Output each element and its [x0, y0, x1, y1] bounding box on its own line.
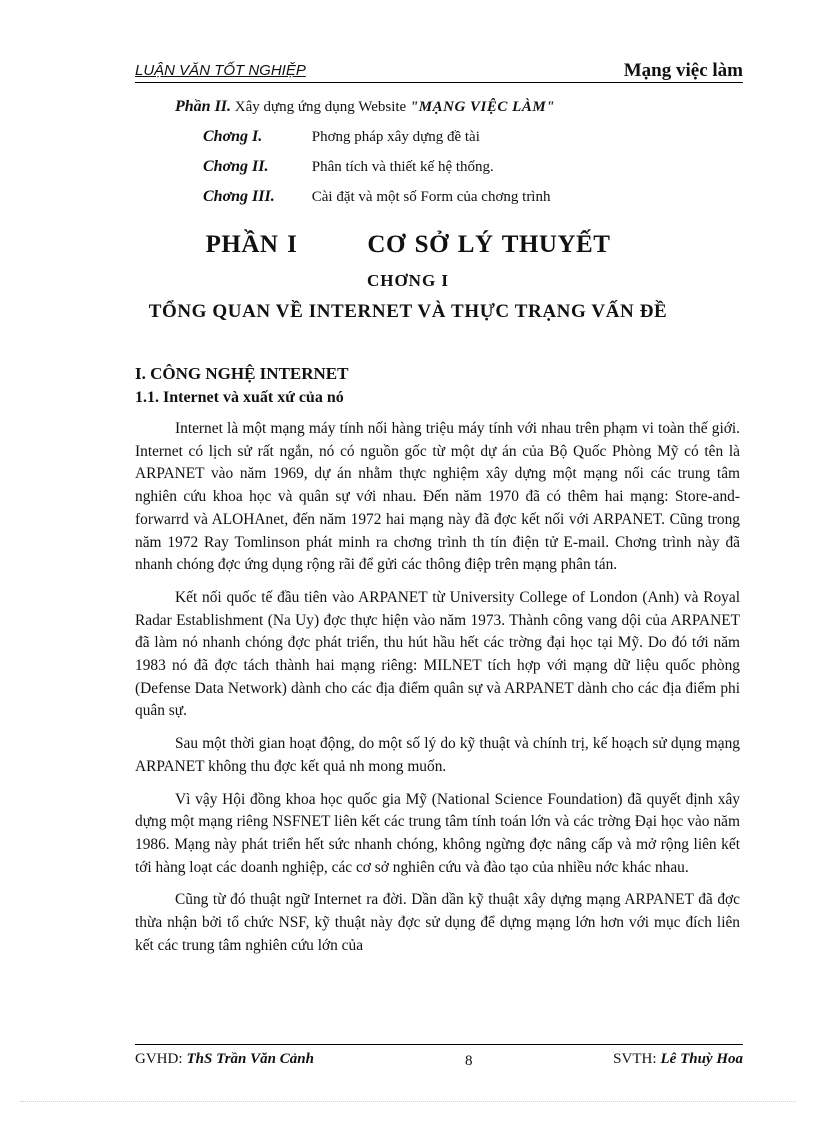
part-number: PHẦN I [205, 231, 298, 258]
paragraph: Cũng từ đó thuật ngữ Internet ra đời. Dần dần kỹ thuật xây dựng mạng ARPANET đã đợc thừa nhận bởi tổ chức NSF, kỹ thuật này đợc sử dụng để dựng mạng lớn hơn với mục đích liên kết các trung tâm nghiên cứu lớn của [135, 891, 740, 954]
part-title [0, 231, 816, 259]
paragraph: Vì vậy Hội đồng khoa học quốc gia Mỹ (National Science Foundation) đã quyết định xây dựng một mạng riêng NSFNET liên kết các trung tâm tính toán lớn và các trờng Đại học vào năm 1986. Mạng này phát triển hết sức nhanh chóng, không ngừng đợc nâng cấp và mở rộng liên kết tới hàng loạt các doanh nghiệp, các cơ sở nghiên cứu và đào tạo của nhiều nớc khác nhau. [135, 790, 740, 876]
footer-student [613, 1051, 743, 1068]
toc-chapter-label: Chơng III. [203, 188, 275, 205]
toc-chapter-text: Phân tích và thiết kế hệ thống. [311, 159, 494, 175]
toc-chapter-line [175, 125, 555, 155]
page-header [135, 60, 743, 83]
toc-chapter-line [175, 185, 555, 215]
toc-chapter-text: Phơng pháp xây dựng đề tài [311, 129, 480, 145]
toc-chapter-label: Chơng II. [203, 158, 269, 175]
toc-part-label: Phần II. [175, 98, 232, 115]
toc-site-name: "MẠNG VIỆC LÀM" [409, 99, 555, 115]
chapter-subtitle: TỔNG QUAN VỀ INTERNET VÀ THỰC TRẠNG VẤN ĐỀ [148, 301, 668, 322]
bottom-dotted-rule [20, 1101, 796, 1102]
section-heading: I. CÔNG NGHỆ INTERNET [135, 364, 349, 383]
page-number: 8 [465, 1053, 473, 1069]
paragraph: Internet là một mạng máy tính nối hàng triệu máy tính với nhau trên phạm vi toàn thế giới. Internet có lịch sử rất ngắn, nó có nguồn gốc từ một dự án của Bộ Quốc Phòng Mỹ có tên là ARPANET vào năm 1969, dự án nhằm thực nghiệm xây dựng một mạng nối các trung tâm nghiên cứu khoa học và quân sự với nhau. Đến năm 1970 đã có thêm hai mạng: Store-and-forwarrd và ALOHAnet, đến năm 1972 hai mạng này đã đợc kết nối với ARPANET. Cũng trong năm 1972 Ray Tomlinson phát minh ra chơng trình th tín điện tử E-mail. Chơng trình này đã nhanh chóng đợc ứng dụng rộng rãi để gửi các thông điệp trên mạng phân tán. [135, 420, 740, 574]
page-footer [135, 1044, 743, 1069]
student-name: Lê Thuỳ Hoa [660, 1051, 743, 1067]
toc-chapter-text: Cài đặt và một số Form của chơng trình [311, 189, 551, 205]
footer-advisor [135, 1051, 314, 1068]
toc-chapter-line [175, 155, 555, 185]
advisor-name: ThS Trần Văn Cảnh [186, 1051, 314, 1067]
toc-part-text: Xây dựng ứng dụng Website [234, 99, 407, 115]
toc-chapter-label: Chơng I. [203, 128, 263, 145]
paragraph: Sau một thời gian hoạt động, do một số lý do kỹ thuật và chính trị, kế hoạch sử dụng mạng ARPANET không thu đợc kết quả nh mong muốn. [135, 735, 740, 775]
subsection-heading: 1.1. Internet và xuất xứ của nó [135, 389, 344, 406]
header-topic-label: Mạng việc làm [623, 60, 743, 81]
paragraph: Kết nối quốc tế đầu tiên vào ARPANET từ University College of London (Anh) và Royal Radar Establishment (Na Uy) đợc thực hiện vào năm 1973. Thành công vang dội của ARPANET đã làm nó nhanh chóng đợc phát triển, thu hút hầu hết các trờng đại học tại Mỹ. Do đó tới năm 1983 nó đã đợc tách thành hai mạng riêng: MILNET tích hợp với mạng dữ liệu quốc phòng (Defense Data Network) dành cho các địa điểm quân sự và ARPANET dành cho các địa điểm phi quân sự. [135, 588, 740, 720]
body-text [135, 418, 740, 967]
advisor-label: GVHD: [135, 1051, 183, 1067]
header-thesis-label: LUẬN VĂN TỐT NGHIỆP [135, 62, 306, 79]
table-of-contents [175, 95, 555, 215]
student-label: SVTH: [613, 1051, 657, 1067]
toc-part-line [175, 95, 555, 125]
chapter-title: CHƠNG I [366, 271, 450, 290]
part-name: CƠ SỞ LÝ THUYẾT [367, 231, 611, 258]
